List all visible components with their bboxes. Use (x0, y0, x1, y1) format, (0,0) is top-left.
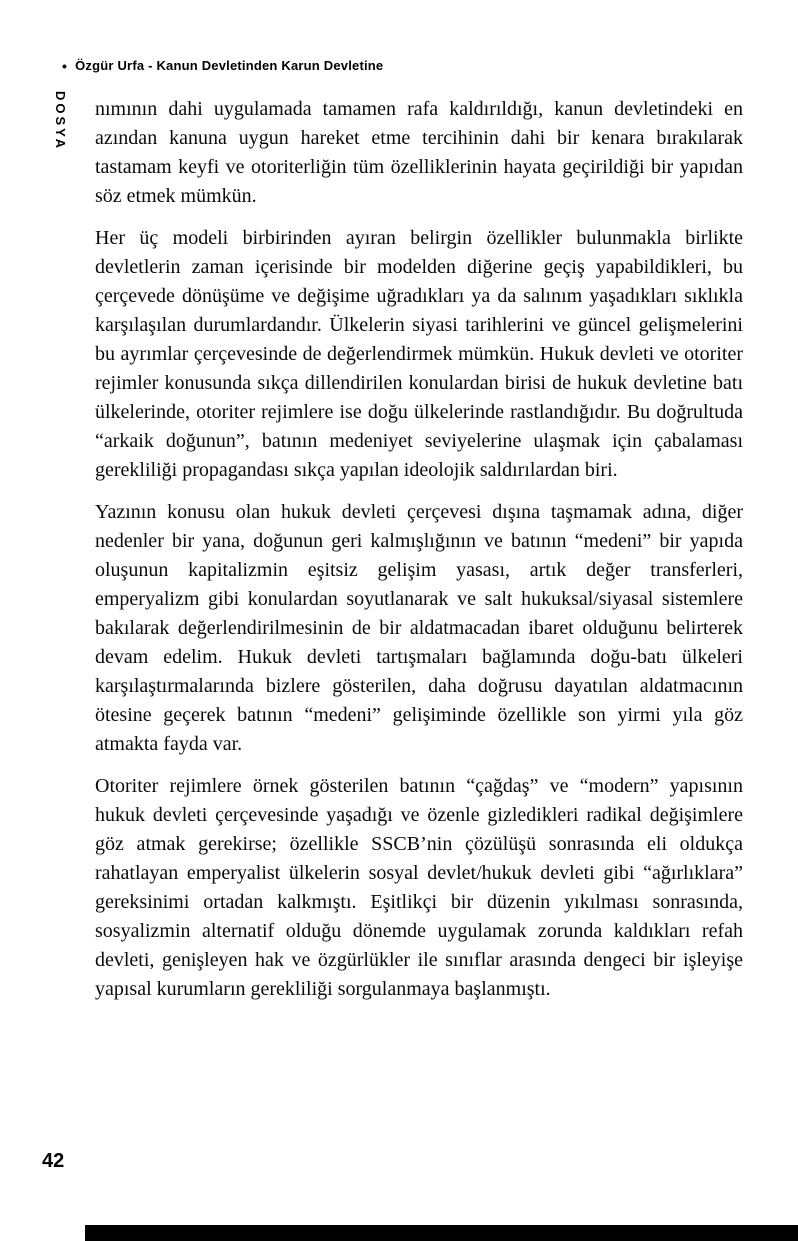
section-label-dosya: DOSYA (53, 91, 68, 152)
paragraph-3: Yazının konusu olan hukuk devleti çerçevesi dışına taşmamak adına, diğer nedenler bir yana, doğunun geri kalmışlığının ve batının “medeni” bir yapıda oluşunun kapitalizmin eşitsiz gelişim yasası, artık değer transferleri, emperyalizm gibi konulardan soyutlanarak ve salt hukuksal/siyasal sistemlere bakılarak değerlendirilmesinin de bir aldatmacadan ibaret olduğunu belirterek devam edelim. Hukuk devleti tartışmaları bağlamında doğu-batı ülkeleri karşılaştırmalarında bizlere gösterilen, daha doğrusu dayatılan aldatmacının ötesine geçerek batının “medeni” gelişiminde özellikle son yirmi yıla göz atmakta fayda var. (95, 501, 743, 755)
header-separator: - (144, 58, 157, 73)
paragraph-4: Otoriter rejimlere örnek gösterilen batının “çağdaş” ve “modern” yapısının hukuk devleti çerçevesinde yaşadığı ve özenle gizledikleri radikal değişimlere göz atmak gerekirse; özellikle SSCB’nin çözülüşü sonrasında eli oldukça rahatlayan emperyalist ülkelerin sosyal devlet/hukuk devleti gibi “ağırlıklara” gereksinimi ortadan kalkmıştı. Eşitlikçi bir düzenin yıkılması sonrasında, sosyalizmin alternatif olduğu dönemde uygulamak zorunda kaldıkları refah devleti, genişleyen hak ve özgürlükler ile sınıflar arasında dengeci bir işleyişe yapısal kurumların gerekliliği sorgulanmaya başlanmıştı. (95, 775, 743, 1000)
paragraph-2: Her üç modeli birbirinden ayıran belirgin özellikler bulunmakla birlikte devletlerin zaman içerisinde bir modelden diğerine geçiş yapabildikleri, bu çerçevede dönüşüme ve değişime uğradıkları ya da salınım yaşadıkları sıklıkla karşılaşılan durumlardandır. Ülkelerin siyasi tarihlerini ve güncel gelişmelerini bu ayrımlar çerçevesinde de değerlendirmek mümkün. Hukuk devleti ve otoriter rejimler konusunda sıkça dillendirilen konulardan birisi de hukuk devletine batı ülkelerinde, otoriter rejimlere ise doğu ülkelerinde rastlandığıdır. Bu doğrultuda “arkaik doğunun”, batının medeniyet seviyelerine ulaşmak için çabalaması gerekliliği propagandası sıkça yapılan ideolojik saldırılardan biri. (95, 227, 743, 481)
footer-bar (85, 1225, 798, 1241)
paragraph-1: nımının dahi uygulamada tamamen rafa kaldırıldığı, kanun devletindeki en azından kanuna uygun hareket etme tercihinin dahi bir kenara bırakılarak tastamam keyfi ve otoriterliğin tüm özelliklerinin hayata geçirildiği bir yapıdan söz etmek mümkün. (95, 98, 743, 207)
header-title: Kanun Devletinden Karun Devletine (156, 58, 384, 73)
running-header (62, 58, 383, 74)
page-body (95, 95, 743, 1017)
header-author: Özgür Urfa (75, 58, 145, 73)
page-number: 42 (42, 1150, 65, 1172)
bullet-icon: • (62, 58, 68, 74)
